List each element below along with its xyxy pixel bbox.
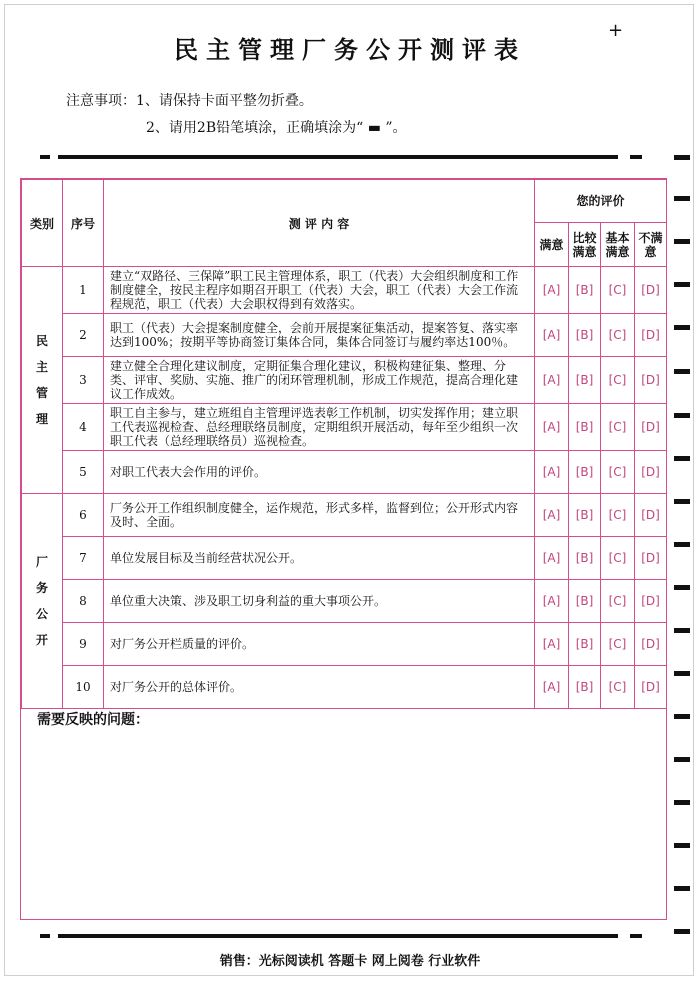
row-index: 4 xyxy=(63,404,104,451)
bubble-option-a[interactable]: [A] xyxy=(535,494,569,537)
table-row xyxy=(22,267,667,314)
bubble-option-a[interactable]: [A] xyxy=(535,537,569,580)
table-row xyxy=(22,357,667,404)
row-content: 对厂务公开栏质量的评价。 xyxy=(104,623,535,666)
evaluation-sheet xyxy=(20,178,667,920)
row-content: 对厂务公开的总体评价。 xyxy=(104,666,535,709)
bubble-option-d[interactable]: [D] xyxy=(635,314,667,357)
row-content: 单位重大决策、涉及职工切身利益的重大事项公开。 xyxy=(104,580,535,623)
bubble-option-b[interactable]: [B] xyxy=(569,623,601,666)
table-row xyxy=(22,451,667,494)
row-index: 7 xyxy=(63,537,104,580)
bubble-option-a[interactable]: [A] xyxy=(535,314,569,357)
bubble-option-c[interactable]: [C] xyxy=(601,357,635,404)
bubble-option-d[interactable]: [D] xyxy=(635,267,667,314)
header-category: 类别 xyxy=(22,180,63,267)
header-rating-a: 满意 xyxy=(535,223,569,267)
bubble-option-b[interactable]: [B] xyxy=(569,537,601,580)
header-index: 序号 xyxy=(63,180,104,267)
bubble-option-a[interactable]: [A] xyxy=(535,451,569,494)
row-index: 8 xyxy=(63,580,104,623)
row-index: 1 xyxy=(63,267,104,314)
table-row xyxy=(22,314,667,357)
row-content: 建立健全合理化建议制度，定期征集合理化建议，积极构建征集、整理、分类、评审、奖励、实施、推广的闭环管理机制，形成工作规范，提高合理化建议工作成效。 xyxy=(104,357,535,404)
bubble-option-c[interactable]: [C] xyxy=(601,580,635,623)
category-cell xyxy=(22,267,63,494)
bubble-option-a[interactable]: [A] xyxy=(535,357,569,404)
bubble-option-b[interactable]: [B] xyxy=(569,357,601,404)
bubble-option-d[interactable]: [D] xyxy=(635,357,667,404)
category-label: 民 主 管 理 xyxy=(35,334,48,426)
bubble-option-a[interactable]: [A] xyxy=(535,623,569,666)
bubble-option-d[interactable]: [D] xyxy=(635,537,667,580)
row-index: 3 xyxy=(63,357,104,404)
table-row xyxy=(22,666,667,709)
row-content: 职工（代表）大会提案制度健全，会前开展提案征集活动，提案答复、落实率达到100%；按期平等协商签订集体合同，集体合同签订与履约率达100％。 xyxy=(104,314,535,357)
table-row xyxy=(22,623,667,666)
row-content: 对职工代表大会作用的评价。 xyxy=(104,451,535,494)
bubble-option-c[interactable]: [C] xyxy=(601,451,635,494)
bubble-option-a[interactable]: [A] xyxy=(535,267,569,314)
table-row xyxy=(22,580,667,623)
bubble-option-b[interactable]: [B] xyxy=(569,580,601,623)
bubble-option-c[interactable]: [C] xyxy=(601,494,635,537)
timing-rule-top xyxy=(40,151,654,161)
header-content: 测 评 内 容 xyxy=(104,180,535,267)
table-row xyxy=(22,537,667,580)
row-index: 5 xyxy=(63,451,104,494)
bubble-option-b[interactable]: [B] xyxy=(569,404,601,451)
feedback-label: 需要反映的问题： xyxy=(37,712,149,728)
bubble-option-b[interactable]: [B] xyxy=(569,494,601,537)
bubble-option-c[interactable]: [C] xyxy=(601,623,635,666)
notice-line-1: 注意事项：1、请保持卡面平整勿折叠。 xyxy=(66,93,313,109)
row-index: 6 xyxy=(63,494,104,537)
header-rating-c: 基本满意 xyxy=(601,223,635,267)
table-row xyxy=(22,404,667,451)
table-row xyxy=(22,494,667,537)
row-index: 9 xyxy=(63,623,104,666)
bubble-option-c[interactable]: [C] xyxy=(601,314,635,357)
category-cell xyxy=(22,494,63,709)
timing-rule-bottom xyxy=(40,930,654,940)
header-rating-b: 比较满意 xyxy=(569,223,601,267)
bubble-option-a[interactable]: [A] xyxy=(535,580,569,623)
row-content: 职工自主参与，建立班组自主管理评选表彰工作机制，切实发挥作用；建立职工代表巡视检查、总经理联络员制度，定期组织开展活动，每年至少组织一次职工代表（总经理联络员）巡视检查。 xyxy=(104,404,535,451)
bubble-option-d[interactable]: [D] xyxy=(635,580,667,623)
registration-mark: + xyxy=(608,20,624,41)
row-index: 10 xyxy=(63,666,104,709)
bubble-option-d[interactable]: [D] xyxy=(635,451,667,494)
evaluation-table xyxy=(21,179,667,709)
bubble-option-d[interactable]: [D] xyxy=(635,666,667,709)
bubble-option-b[interactable]: [B] xyxy=(569,314,601,357)
row-index: 2 xyxy=(63,314,104,357)
page-title: 民主管理厂务公开测评表 xyxy=(174,35,526,64)
bubble-option-d[interactable]: [D] xyxy=(635,494,667,537)
bubble-option-b[interactable]: [B] xyxy=(569,451,601,494)
bubble-option-a[interactable]: [A] xyxy=(535,666,569,709)
bubble-option-c[interactable]: [C] xyxy=(601,267,635,314)
bubble-option-d[interactable]: [D] xyxy=(635,404,667,451)
bubble-option-b[interactable]: [B] xyxy=(569,666,601,709)
bubble-option-b[interactable]: [B] xyxy=(569,267,601,314)
row-content: 厂务公开工作组织制度健全，运作规范，形式多样，监督到位；公开形式内容及时、全面。 xyxy=(104,494,535,537)
header-rating-d: 不满意 xyxy=(635,223,667,267)
row-content: 单位发展目标及当前经营状况公开。 xyxy=(104,537,535,580)
category-label: 厂 务 公 开 xyxy=(35,555,48,647)
bubble-option-a[interactable]: [A] xyxy=(535,404,569,451)
notice-line-2: 2、请用2B铅笔填涂，正确填涂为“ ▬ ”。 xyxy=(146,120,407,136)
header-evaluation: 您的评价 xyxy=(535,180,667,223)
row-content: 建立“双路径、三保障”职工民主管理体系，职工（代表）大会组织制度和工作制度健全，按民主程序如期召开职工（代表）大会，职工（代表）大会工作流程规范，职工（代表）大会职权得到有效落实。 xyxy=(104,267,535,314)
bubble-option-c[interactable]: [C] xyxy=(601,537,635,580)
footer-sales: 销售：光标阅读机 答题卡 网上阅卷 行业软件 xyxy=(219,954,481,969)
bubble-option-c[interactable]: [C] xyxy=(601,404,635,451)
bubble-option-c[interactable]: [C] xyxy=(601,666,635,709)
bubble-option-d[interactable]: [D] xyxy=(635,623,667,666)
timing-marks xyxy=(674,0,694,981)
